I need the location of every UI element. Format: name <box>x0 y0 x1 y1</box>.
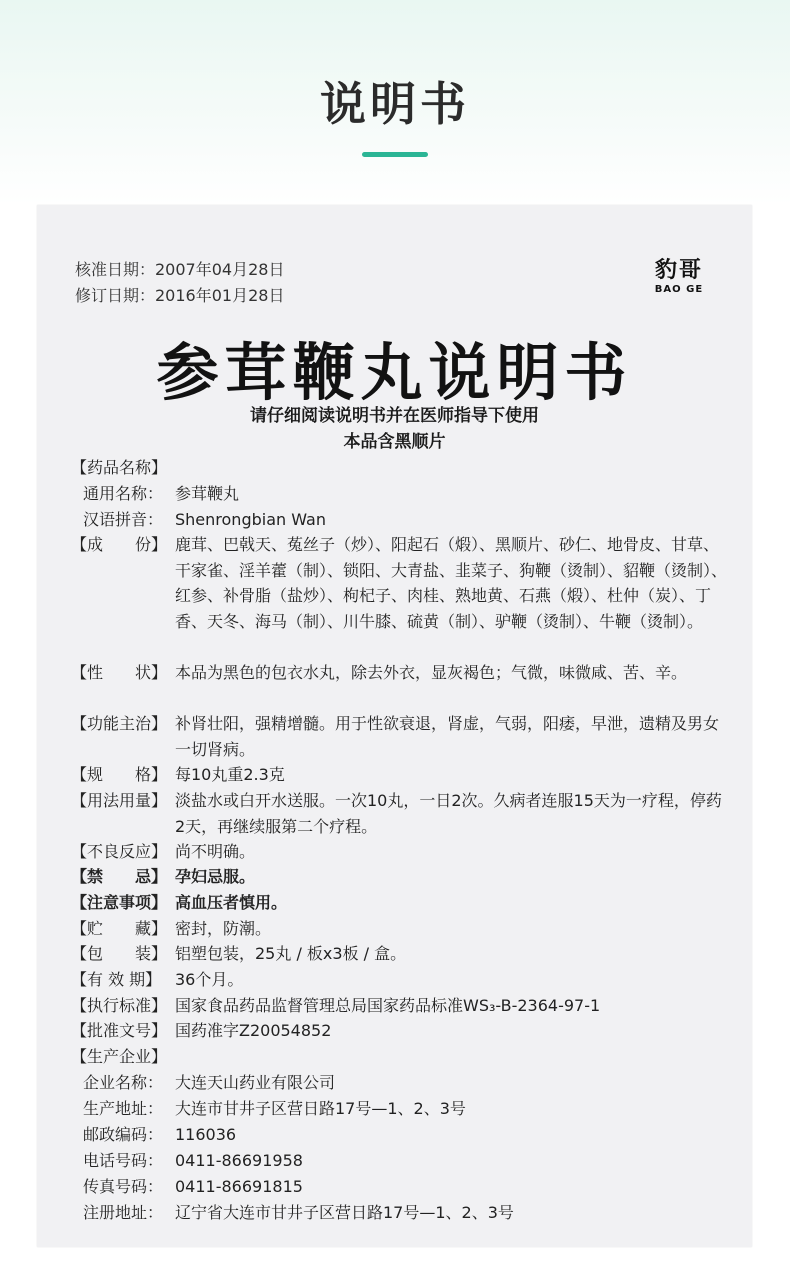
page-header <box>0 0 790 205</box>
phone-label: 电话号码： <box>83 1151 164 1170</box>
validity-label: 【有 效 期】 <box>71 970 162 989</box>
caution-value: 高血压者慎用。 <box>175 893 288 912</box>
instruction-leaflet <box>37 205 752 1247</box>
spec-label: 【规 格】 <box>71 765 168 784</box>
spec-value: 每10丸重2.3克 <box>175 765 285 784</box>
drug-name-label: 【药品名称】 <box>71 458 168 477</box>
ingredients-row <box>71 532 731 634</box>
title-underline <box>362 152 428 157</box>
standard-value: 国家食品药品监督管理总局国家药品标准WS₃-B-2364-97-1 <box>175 996 601 1015</box>
appearance-row <box>71 660 731 686</box>
fax-row <box>71 1174 731 1200</box>
storage-value: 密封，防潮。 <box>175 919 272 938</box>
address-value: 大连市甘井子区营日路17号—1、2、3号 <box>175 1099 466 1118</box>
approval-no-value: 国药准字Z20054852 <box>175 1021 332 1040</box>
appearance-value: 本品为黑色的包衣水丸，除去外衣，显灰褐色；气微，味微咸、苦、辛。 <box>175 663 688 682</box>
package-row <box>71 941 731 967</box>
brand-logo <box>639 253 719 295</box>
validity-value: 36个月。 <box>175 970 244 989</box>
adverse-row <box>71 839 731 865</box>
date-block <box>75 257 284 309</box>
page-title: 说明书 <box>320 77 470 131</box>
address-row <box>71 1096 731 1122</box>
contra-row <box>71 864 731 890</box>
phone-row <box>71 1148 731 1174</box>
generic-name-label: 通用名称： <box>83 484 164 503</box>
revision-date: 修订日期：2016年01月28日 <box>75 286 285 305</box>
leaflet-title: 参茸鞭丸说明书 <box>156 336 633 409</box>
fax-label: 传真号码： <box>83 1177 164 1196</box>
maker-label: 【生产企业】 <box>71 1047 168 1066</box>
contra-value: 孕妇忌服。 <box>175 867 256 886</box>
spec-row <box>71 762 731 788</box>
company-row <box>71 1070 731 1096</box>
postcode-label: 邮政编码： <box>83 1125 164 1144</box>
approval-no-label: 【批准文号】 <box>71 1021 168 1040</box>
fax-value: 0411-86691815 <box>175 1177 303 1196</box>
generic-name-row <box>71 481 731 507</box>
pinyin-label: 汉语拼音： <box>83 510 164 529</box>
adverse-label: 【不良反应】 <box>71 842 168 861</box>
appearance-label: 【性 状】 <box>71 663 168 682</box>
company-label: 企业名称： <box>83 1073 164 1092</box>
adverse-value: 尚不明确。 <box>175 842 256 861</box>
function-label: 【功能主治】 <box>71 714 168 733</box>
caution-label: 【注意事项】 <box>71 893 168 912</box>
brand-logo-cn: 豹哥 <box>654 257 703 283</box>
reg-address-label: 注册地址： <box>83 1203 164 1222</box>
validity-row <box>71 967 731 993</box>
storage-label: 【贮 藏】 <box>71 919 168 938</box>
usage-label: 【用法用量】 <box>71 791 168 810</box>
package-label: 【包 装】 <box>71 944 168 963</box>
generic-name-value: 参茸鞭丸 <box>175 484 240 503</box>
postcode-row <box>71 1122 731 1148</box>
approval-date: 核准日期：2007年04月28日 <box>75 260 285 279</box>
ingredients-value: 鹿茸、巴戟天、菟丝子（炒）、阳起石（煅）、黑顺片、砂仁、地骨皮、甘草、干家雀、淫羊藿（制）、锁阳、大青盐、韭菜子、狗鞭（烫制）、貂鞭（烫制）、红参、补骨脂（盐炒）、枸杞子、肉桂、熟地黄、石燕（煅）、杜仲（炭）、丁香、天冬、海马（制）、川牛膝、硫黄（制）、驴鞭（烫制）、牛鞭（烫制）。 <box>175 535 728 631</box>
function-row <box>71 711 731 762</box>
package-value: 铝塑包装，25丸 / 板x3板 / 盒。 <box>175 944 407 963</box>
brand-logo-en: BAO GE <box>654 284 704 295</box>
company-value: 大连天山药业有限公司 <box>175 1073 336 1092</box>
caution-row <box>71 890 731 916</box>
usage-row <box>71 788 731 839</box>
reg-address-row <box>71 1200 731 1226</box>
ingredient-notice: 本品含黑顺片 <box>343 432 446 452</box>
standard-label: 【执行标准】 <box>71 996 168 1015</box>
phone-value: 0411-86691958 <box>175 1151 303 1170</box>
pinyin-value: Shenrongbian Wan <box>175 510 326 529</box>
reg-address-value: 辽宁省大连市甘井子区营日路17号—1、2、3号 <box>175 1203 514 1222</box>
approval-no-row <box>71 1018 731 1044</box>
section-drug-name <box>71 455 731 481</box>
postcode-value: 116036 <box>175 1125 237 1144</box>
usage-notice: 请仔细阅读说明书并在医师指导下使用 <box>250 406 539 426</box>
usage-value: 淡盐水或白开水送服。一次10丸，一日2次。久病者连服15天为一疗程，停药2天，再继续服第二个疗程。 <box>175 791 722 836</box>
pinyin-row <box>71 507 731 533</box>
storage-row <box>71 916 731 942</box>
address-label: 生产地址： <box>83 1099 164 1118</box>
ingredients-label: 【成 份】 <box>71 535 168 554</box>
section-maker <box>71 1044 731 1070</box>
standard-row <box>71 993 731 1019</box>
contra-label: 【禁 忌】 <box>71 867 168 886</box>
function-value: 补肾壮阳，强精增髓。用于性欲衰退，肾虚，气弱，阳痿，早泄，遗精及男女一切肾病。 <box>175 714 720 759</box>
